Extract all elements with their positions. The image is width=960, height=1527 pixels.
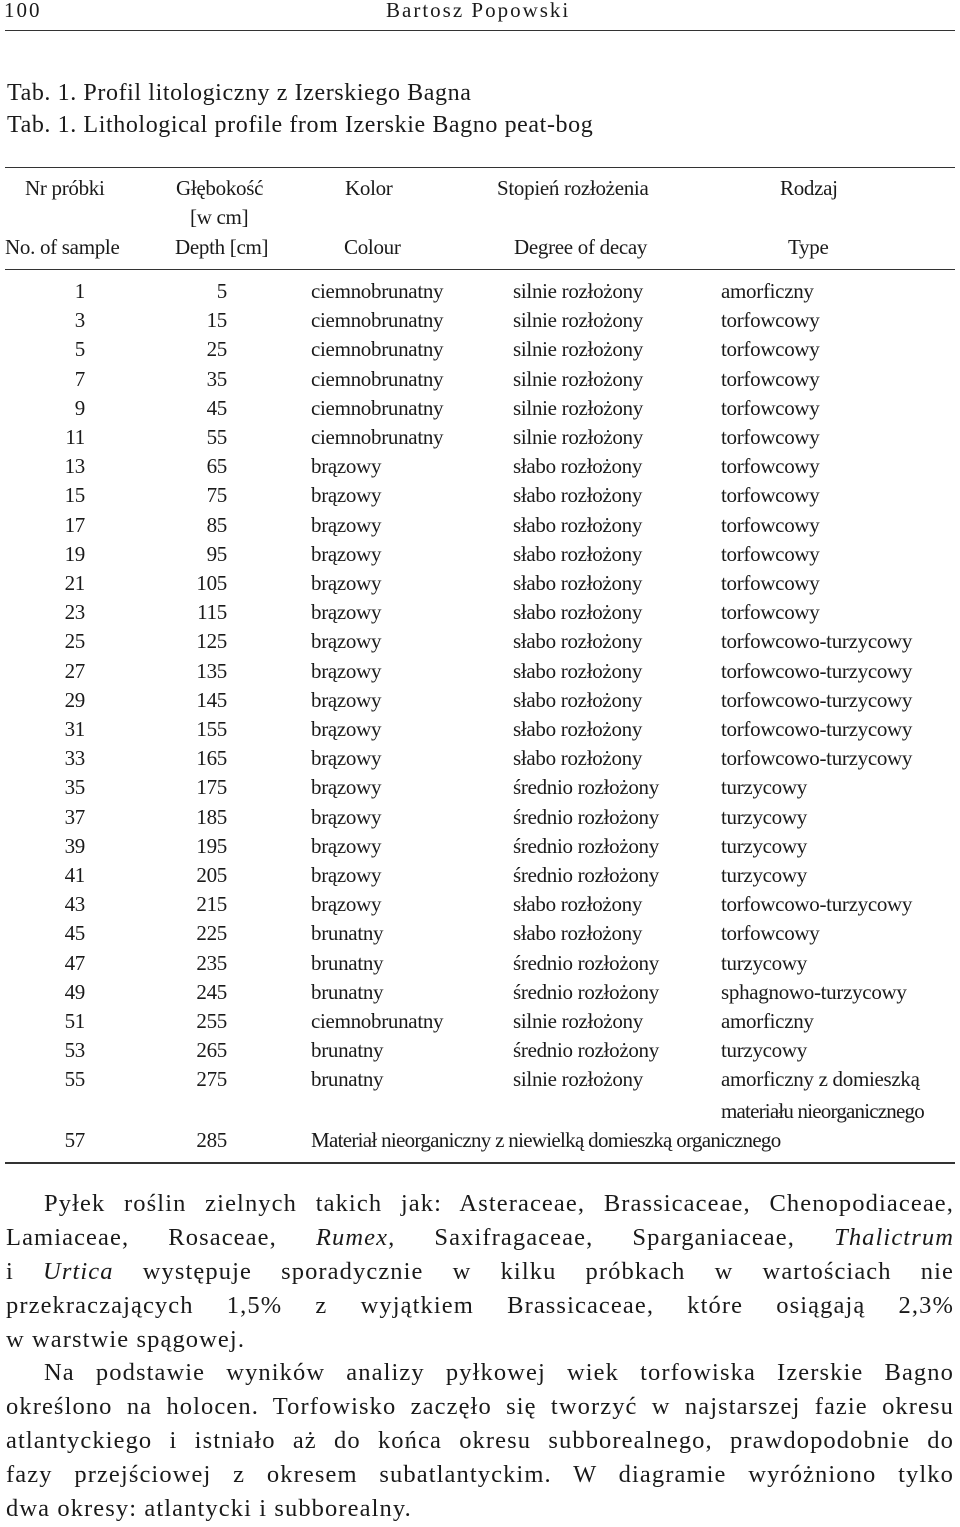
table-cell-type: torfowcowo-turzycowy — [721, 892, 913, 917]
table-cell-nr: 9 — [74, 395, 85, 420]
table-cell-depth: 245 — [196, 979, 227, 1004]
table-cell-type: torfowcowy — [721, 483, 820, 508]
table-cell-nr: 1 — [74, 279, 85, 303]
table-cell-colour: ciemnobrunatny — [311, 366, 444, 391]
table-cell-colour: ciemnobrunatny — [311, 308, 444, 333]
table-cell-colour: brunatny — [311, 950, 384, 975]
paragraph-line: dwa okresy: atlantycki i subborealny. — [6, 1495, 412, 1522]
table-cell-colour: brązowy — [311, 892, 382, 917]
table-cell-nr: 53 — [64, 1038, 85, 1063]
table-cell-decay: średnio rozłożony — [513, 1038, 659, 1063]
table-cell-type: turzycowy — [721, 950, 807, 975]
table-header-rule — [5, 269, 955, 270]
table-cell-nr: 39 — [64, 833, 85, 858]
table-cell-type: torfowcowo-turzycowy — [721, 658, 913, 683]
table-cell-nr: 11 — [65, 425, 85, 449]
table-cell-depth: 75 — [206, 483, 227, 508]
table-cell-decay: słabo rozłożony — [513, 629, 643, 654]
table-cell-decay: silnie rozłożony — [513, 1009, 643, 1033]
header-rule — [5, 30, 955, 31]
table-cell-colour: ciemnobrunatny — [311, 1009, 444, 1033]
table-cell-depth: 175 — [196, 775, 227, 800]
table-cell-colour: brązowy — [311, 658, 382, 683]
table-cell-depth: 285 — [196, 1128, 227, 1152]
table-cell-colour: brązowy — [311, 863, 382, 887]
table-cell-colour: brązowy — [311, 541, 382, 566]
table-cell-depth: 255 — [196, 1009, 227, 1033]
running-head-author: Bartosz Popowski — [386, 0, 571, 22]
table-top-rule — [5, 167, 955, 168]
table-cell-colour: brunatny — [311, 921, 384, 946]
header-colour-pl: Kolor — [345, 176, 393, 200]
table-cell-depth: 225 — [196, 921, 227, 946]
header-sample-en: No. of sample — [5, 235, 120, 259]
table-cell-depth: 265 — [196, 1038, 227, 1063]
table-cell-depth: 275 — [196, 1067, 227, 1092]
table-cell-depth: 45 — [206, 395, 227, 420]
table-cell-type: torfowcowy — [721, 541, 820, 566]
table-cell-depth: 215 — [196, 892, 227, 917]
table-cell-depth: 65 — [206, 454, 227, 479]
table-bottom-rule — [5, 1162, 955, 1164]
table-cell-type: turzycowy — [721, 804, 807, 829]
table-cell-depth: 165 — [196, 746, 227, 771]
table-cell-type: torfowcowy — [721, 425, 820, 449]
table-cell-colour: brunatny — [311, 1067, 384, 1092]
table-cell-type: amorficzny — [721, 279, 814, 303]
header-type-en: Type — [788, 235, 829, 259]
table-cell-type: torfowcowy — [721, 308, 820, 333]
text-run: i — [6, 1258, 44, 1285]
table-cell-nr: 35 — [64, 775, 85, 800]
table-cell-depth: 145 — [196, 687, 227, 712]
table-cell-colour: brązowy — [311, 571, 382, 595]
taxon-italic: Urtica — [43, 1258, 114, 1285]
table-cell-nr: 55 — [64, 1067, 85, 1092]
table-cell-colour: brązowy — [311, 512, 382, 537]
table-cell-nr: 51 — [64, 1009, 85, 1033]
table-cell-depth: 115 — [197, 600, 227, 625]
page-number: 100 — [4, 0, 42, 22]
paragraph-line: w warstwie spągowej. — [6, 1326, 246, 1353]
table-cell-nr: 19 — [64, 541, 85, 566]
table-cell-nr: 23 — [64, 600, 85, 625]
table-cell-depth: 15 — [206, 308, 227, 333]
table-cell-type: torfowcowy — [721, 454, 820, 479]
table-cell-decay: silnie rozłożony — [513, 308, 643, 333]
table-caption-pl: Tab. 1. Profil litologiczny z Izerskiego Bagna — [7, 80, 472, 106]
table-cell-decay: średnio rozłożony — [513, 804, 659, 829]
table-cell-colour: brązowy — [311, 804, 382, 829]
table-cell-depth: 25 — [206, 337, 227, 362]
paragraph-line: atlantyckiego i istniało aż do końca okresu subborealnego, prawdopodobnie do — [6, 1427, 954, 1454]
table-cell-colour: brązowy — [311, 687, 382, 712]
table-cell-type: torfowcowo-turzycowy — [721, 687, 913, 712]
paragraph-line — [6, 1255, 954, 1289]
header-depth-pl: Głębokość — [176, 176, 264, 200]
table-cell-type: torfowcowy — [721, 512, 820, 537]
table-cell-depth: 205 — [196, 863, 227, 887]
table-cell-decay: słabo rozłożony — [513, 571, 643, 595]
taxon-italic: Rumex, — [315, 1224, 396, 1251]
table-cell-decay: silnie rozłożony — [513, 1067, 643, 1092]
table-cell-type: amorficzny z domieszką — [721, 1067, 920, 1092]
header-depth-en: Depth [cm] — [175, 235, 269, 259]
header-sample-pl: Nr próbki — [25, 176, 105, 200]
table-cell-type: turzycowy — [721, 833, 807, 858]
table-cell-decay: słabo rozłożony — [513, 746, 643, 771]
table-cell-decay: silnie rozłożony — [513, 337, 643, 362]
paragraph-line: Na podstawie wyników analizy pyłkowej wiek torfowiska Izerskie Bagno — [44, 1359, 954, 1386]
table-cell-decay: średnio rozłożony — [513, 833, 659, 858]
table-cell-nr: 43 — [64, 892, 85, 917]
running-head — [4, 0, 571, 23]
table-cell-decay: słabo rozłożony — [513, 541, 643, 566]
table-cell-decay: słabo rozłożony — [513, 483, 643, 508]
paragraph-line: określono na holocen. Torfowisko zaczęło się tworzyć w najstarszej fazie okresu — [6, 1393, 954, 1420]
table-cell-decay: słabo rozłożony — [513, 512, 643, 537]
paragraph-age — [6, 1356, 954, 1526]
table-cell-colour: brązowy — [311, 746, 382, 771]
table-cell-colour: brązowy — [311, 717, 382, 741]
table-cell-nr: 31 — [64, 717, 85, 741]
table-cell-type: torfowcowy — [721, 921, 820, 946]
table-cell-depth: 35 — [206, 366, 227, 391]
table-cell-nr: 17 — [64, 512, 85, 537]
table-cell-colour: ciemnobrunatny — [311, 425, 444, 449]
table-cell-depth: 155 — [196, 717, 227, 741]
table-cell-colour: brunatny — [311, 1038, 384, 1063]
table-cell-colour: brązowy — [311, 629, 382, 654]
table-cell-decay: średnio rozłożony — [513, 863, 659, 887]
table-cell-decay: słabo rozłożony — [513, 454, 643, 479]
table-cell-type-continuation: materiału nieorganicznego — [721, 1099, 924, 1123]
header-colour-en: Colour — [344, 235, 401, 259]
table-cell-nr: 25 — [64, 629, 85, 654]
table-cell-colour: brązowy — [311, 600, 382, 625]
table-cell-type: torfowcowy — [721, 366, 820, 391]
table-cell-nr: 47 — [64, 950, 85, 975]
header-decay-en: Degree of decay — [514, 235, 648, 259]
paragraph-line: przekraczających 1,5% z wyjątkiem Brassicaceae, które osiągają 2,3% — [6, 1292, 954, 1319]
table-cell-depth: 55 — [206, 425, 227, 449]
table-cell-type: torfowcowy — [721, 337, 820, 362]
table-cell-nr: 13 — [64, 454, 85, 479]
table-cell-nr: 49 — [64, 979, 85, 1004]
table-cell-depth: 5 — [216, 279, 227, 303]
table-cell-decay: średnio rozłożony — [513, 775, 659, 800]
table-cell-depth: 235 — [196, 950, 227, 975]
table-cell-nr: 21 — [64, 571, 85, 595]
paragraph-line: fazy przejściowej z okresem subatlantyckim. W diagramie wyróżniono tylko — [6, 1461, 954, 1488]
text-run: Lamiaceae, Rosaceae, — [6, 1224, 316, 1251]
paragraph-line — [6, 1221, 954, 1255]
table-cell-decay: słabo rozłożony — [513, 717, 643, 741]
table-cell-nr: 15 — [64, 483, 85, 508]
table-cell-nr: 41 — [64, 863, 85, 887]
table-cell-type: torfowcowy — [721, 600, 820, 625]
table-cell-type: amorficzny — [721, 1009, 814, 1033]
header-depth-unit-pl: [w cm] — [190, 205, 249, 229]
table-cell-nr: 37 — [64, 804, 85, 829]
text-run: Saxifragaceae, Sparganiaceae, — [395, 1224, 835, 1251]
table-cell-type: sphagnowo-turzycowy — [721, 979, 907, 1004]
table-cell-colour: ciemnobrunatny — [311, 395, 444, 420]
table-cell-colour: brązowy — [311, 454, 382, 479]
table-cell-type: torfowcowy — [721, 395, 820, 420]
table-cell-colour: brązowy — [311, 483, 382, 508]
table-cell-decay: silnie rozłożony — [513, 279, 643, 303]
table-cell-type: torfowcowo-turzycowy — [721, 629, 913, 654]
table-cell-type: turzycowy — [721, 863, 807, 887]
table-cell-depth: 95 — [206, 541, 227, 566]
table-cell-depth: 105 — [196, 571, 227, 595]
taxon-italic: Thalictrum — [834, 1224, 954, 1251]
table-cell-nr: 27 — [64, 658, 85, 683]
paragraph-line: Pyłek roślin zielnych takich jak: Asteraceae, Brassicaceae, Chenopodiaceae, — [44, 1190, 954, 1217]
table-cell-depth: 85 — [206, 512, 227, 537]
table-cell-depth: 135 — [196, 658, 227, 683]
table-cell-type: torfowcowy — [721, 571, 820, 595]
table-cell-nr: 57 — [64, 1128, 85, 1152]
table-caption-en: Tab. 1. Lithological profile from Izerskie Bagno peat-bog — [7, 112, 594, 138]
table-cell-colour: brązowy — [311, 775, 382, 800]
table-cell-description: Materiał nieorganiczny z niewielką domieszką organicznego — [311, 1128, 781, 1152]
table-cell-type: torfowcowo-turzycowy — [721, 746, 913, 771]
table-cell-depth: 195 — [196, 833, 227, 858]
text-run: występuje sporadycznie w kilku próbkach w wartościach nie — [113, 1258, 954, 1285]
table-cell-nr: 3 — [74, 308, 85, 333]
table-cell-decay: słabo rozłożony — [513, 600, 643, 625]
table-cell-decay: słabo rozłożony — [513, 921, 643, 946]
header-type-pl: Rodzaj — [780, 176, 838, 200]
table-cell-nr: 5 — [74, 337, 85, 362]
table-cell-decay: słabo rozłożony — [513, 687, 643, 712]
table-cell-nr: 33 — [64, 746, 85, 771]
table-cell-decay: słabo rozłożony — [513, 892, 643, 917]
table-cell-decay: średnio rozłożony — [513, 979, 659, 1004]
table-cell-colour: brązowy — [311, 833, 382, 858]
table-cell-type: turzycowy — [721, 1038, 807, 1063]
table-cell-colour: ciemnobrunatny — [311, 337, 444, 362]
table-cell-depth: 185 — [196, 804, 227, 829]
table-cell-nr: 45 — [64, 921, 85, 946]
table-cell-colour: brunatny — [311, 979, 384, 1004]
table-cell-colour: ciemnobrunatny — [311, 279, 444, 303]
table-cell-nr: 7 — [74, 366, 85, 391]
table-cell-decay: silnie rozłożony — [513, 366, 643, 391]
table-cell-type: torfowcowo-turzycowy — [721, 717, 913, 741]
paragraph-pollen — [6, 1187, 954, 1357]
table-cell-decay: słabo rozłożony — [513, 658, 643, 683]
table-cell-decay: średnio rozłożony — [513, 950, 659, 975]
table-cell-type: turzycowy — [721, 775, 807, 800]
table-cell-decay: silnie rozłożony — [513, 425, 643, 449]
table-cell-depth: 125 — [196, 629, 227, 654]
table-cell-decay: silnie rozłożony — [513, 395, 643, 420]
header-decay-pl: Stopień rozłożenia — [497, 176, 649, 200]
table-cell-nr: 29 — [64, 687, 85, 712]
